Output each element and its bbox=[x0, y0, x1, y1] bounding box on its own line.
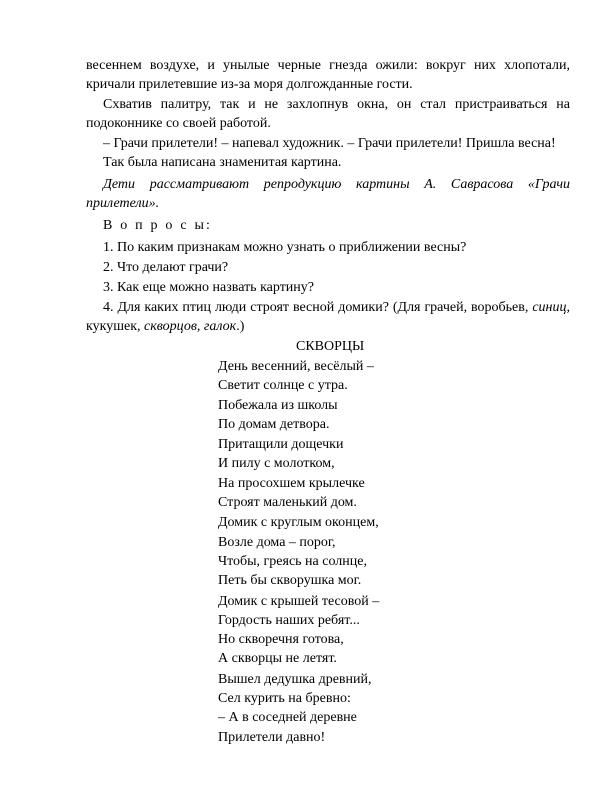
question-4-end: .) bbox=[236, 319, 245, 334]
question-1: 1. По каким признакам можно узнать о приближении весны? bbox=[103, 240, 467, 255]
story-paragraph-2: Схватив палитру, так и не захлопнув окна, он стал пристраиваться на подоконнике со своей работой. bbox=[86, 97, 570, 131]
poem-stanza bbox=[218, 670, 379, 747]
poem-line: Светит солнце с утра. bbox=[218, 378, 348, 394]
questions-heading: В о п р о с ы: bbox=[103, 218, 213, 233]
poem-stanza bbox=[218, 592, 379, 669]
question-3: 3. Как еще можно назвать картину? bbox=[103, 280, 315, 295]
story-paragraph-3: – Грачи прилетели! – напевал художник. – Грачи прилетели! Пришла весна! bbox=[103, 136, 556, 151]
document-body bbox=[86, 56, 570, 336]
poem-line: – А в соседней деревне bbox=[218, 710, 357, 726]
poem-line: Чтобы, греясь на солнце, bbox=[218, 553, 367, 569]
poem-line: Притащили дощечки bbox=[218, 437, 344, 453]
poem-stanza bbox=[218, 357, 379, 434]
poem-line: Возле дома – порог, bbox=[218, 534, 336, 550]
question-4-italic-2: скворцов, галок bbox=[144, 319, 237, 334]
question-4-italic-1: синиц bbox=[532, 300, 567, 315]
poem-line: А скворцы не летят. bbox=[218, 651, 337, 667]
poem-line: Строят маленький дом. bbox=[218, 495, 357, 511]
poem-line: Прилетели давно! bbox=[218, 729, 326, 745]
poem-line: День весенний, весёлый – bbox=[218, 359, 374, 374]
story-paragraph-1: весеннем воздухе, и унылые черные гнезда ожили: вокруг них хлопотали, кричали прилетевшие из-за моря долгожданные гости. bbox=[86, 58, 570, 92]
poem-line: Петь бы скворушка мог. bbox=[218, 573, 362, 589]
poem-line: И пилу с молотком, bbox=[218, 456, 335, 472]
question-4-text: 4. Для каких птиц люди строят весной домики? (Для грачей, воробьев, bbox=[103, 300, 533, 315]
question-4 bbox=[86, 298, 570, 336]
poem-stanza bbox=[218, 435, 379, 512]
question-2: 2. Что делают грачи? bbox=[103, 260, 229, 275]
poem-line: Домик с круглым оконцем, bbox=[218, 515, 379, 531]
story-paragraph-4: Так была написана знаменитая картина. bbox=[103, 155, 342, 170]
poem-stanza bbox=[218, 513, 379, 590]
poem-line: Гордость наших ребят... bbox=[218, 612, 360, 628]
poem-line: По домам детвора. bbox=[218, 416, 330, 432]
poem bbox=[218, 357, 379, 747]
instruction-text: Дети рассматривают репродукцию картины А. Саврасова «Грачи прилетели». bbox=[86, 177, 570, 211]
poem-line: Домик с крышей тесовой – bbox=[218, 593, 380, 609]
poem-line: Но скворечня готова, bbox=[218, 632, 344, 648]
poem-line: Вышел дедушка древний, bbox=[218, 671, 372, 687]
poem-line: Побежала из школы bbox=[218, 397, 338, 413]
question-4-separator: , кукушек, bbox=[86, 300, 570, 334]
poem-line: Сел курить на бревно: bbox=[218, 691, 351, 707]
poem-line: На просохшем крылечке bbox=[218, 475, 365, 491]
poem-title: СКВОРЦЫ bbox=[296, 339, 365, 354]
